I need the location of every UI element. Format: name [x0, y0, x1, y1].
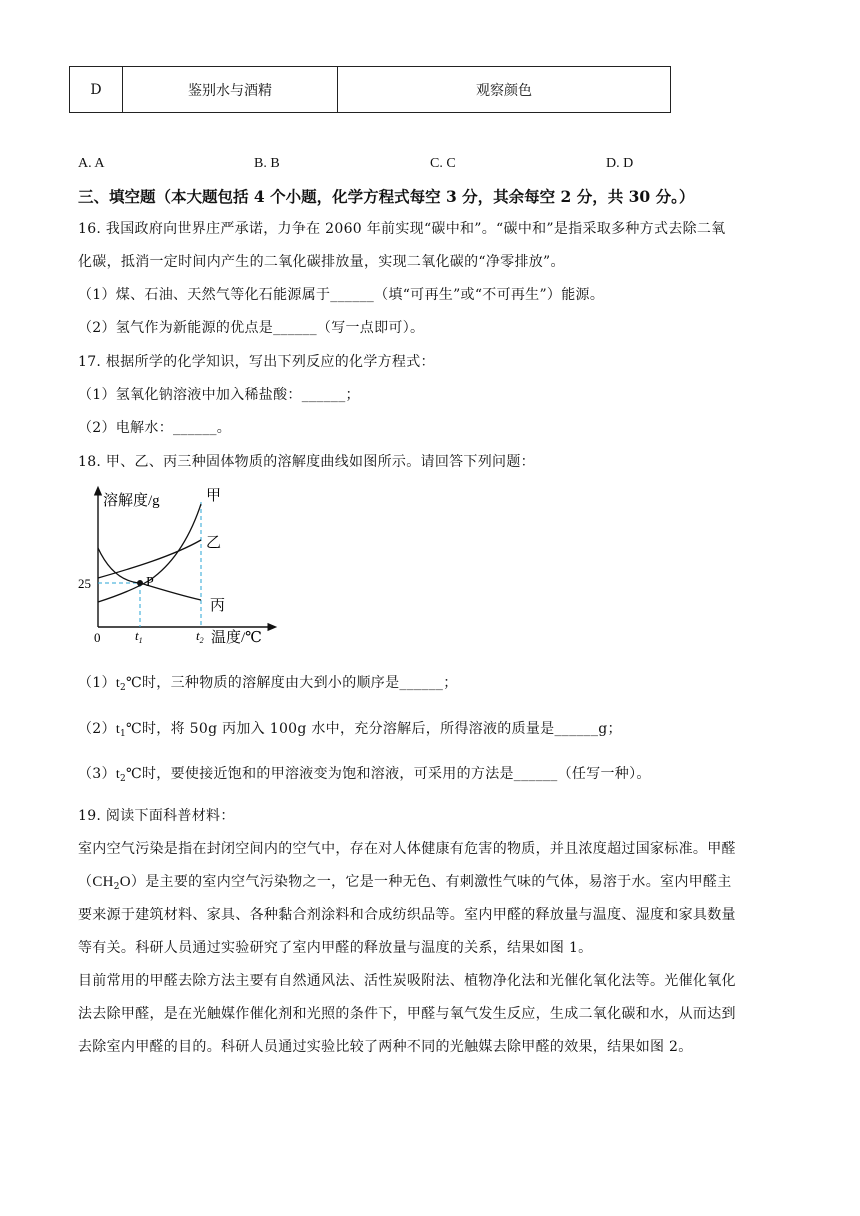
q17-sub1: （1）氢氧化钠溶液中加入稀盐酸：______； — [78, 387, 360, 403]
y-axis-label: 溶解度/g — [103, 493, 160, 509]
q18-sub3: $(3)t_2℃$时，要使接近饱和的甲溶液变为饱和溶液，可采用的方法是______（任写一种）。 — [78, 766, 651, 784]
table-cell-item: 鉴别水与酒精 — [123, 67, 338, 113]
y-tick-25: 25 — [78, 576, 91, 591]
x-tick-t2: $t_2$ — [196, 628, 204, 645]
option-table — [69, 66, 671, 113]
q16-line1: 16. 我国政府向世界庄严承诺，力争在 2060 年前实现“碳中和”。“碳中和”是指采取多种方式去除二氧 — [78, 221, 726, 237]
choice-c[interactable]: C. C — [430, 156, 456, 171]
q17-sub2: （2）电解水：______。 — [78, 420, 232, 436]
q19-p1-line2: $(CH_2O)$是主要的室内空气污染物之一，它是一种无色、有刺激性气味的气体，易溶于水。室内甲醛主 — [78, 874, 732, 892]
x-tick-t1: $t_1$ — [135, 628, 143, 645]
q17-line1: 17. 根据所学的化学知识，写出下列反应的化学方程式： — [78, 354, 435, 370]
q19-p2-line1: 目前常用的甲醛去除方法主要有自然通风法、活性炭吸附法、植物净化法和光催化氧化法等。光催化氧化 — [78, 973, 736, 989]
q16-sub1: （1）煤、石油、天然气等化石能源属于______（填“可再生”或“不可再生”）能源。 — [78, 287, 605, 303]
legend-jia: 甲 — [206, 488, 222, 504]
legend-bing: 丙 — [210, 598, 226, 614]
q18-sub1: $(1)t_2℃$时，三种物质的溶解度由大到小的顺序是______； — [78, 675, 458, 693]
origin-label: 0 — [94, 630, 101, 645]
table-cell-label: D — [70, 67, 123, 113]
point-p — [137, 580, 143, 586]
choice-b[interactable]: B. B — [254, 156, 280, 171]
table-row — [70, 67, 671, 113]
choice-d[interactable]: D. D — [606, 156, 634, 171]
legend-yi: 乙 — [206, 535, 222, 551]
q19-p1-line1: 室内空气污染是指在封闭空间内的空气中，存在对人体健康有危害的物质，并且浓度超过国家标准。甲醛 — [78, 841, 736, 857]
q16-line2: 化碳，抵消一定时间内产生的二氧化碳排放量，实现二氧化碳的“净零排放”。 — [78, 254, 565, 270]
x-axis-label: 温度/℃ — [211, 630, 262, 646]
curve-yi — [98, 540, 201, 578]
q19-p1-line3: 要来源于建筑材料、家具、各种黏合剂涂料和合成纺织品等。室内甲醛的释放量与温度、湿度和家具数量 — [78, 907, 736, 923]
section-title: 三、填空题（本大题包括 4 个小题，化学方程式每空 3 分，其余每空 2 分，共 30 分。） — [78, 187, 695, 206]
q18-sub2: $(2)t_1℃$时，将 50g 丙加入 100g 水中，充分溶解后，所得溶液的质量是______g； — [78, 721, 622, 739]
q19-p2-line2: 法去除甲醛，是在光触媒作催化剂和光照的条件下，甲醛与氧气发生反应，生成二氧化碳和水，从而达到 — [78, 1006, 736, 1022]
choice-a[interactable]: A. A — [78, 156, 105, 171]
q18-line1: 18. 甲、乙、丙三种固体物质的溶解度曲线如图所示。请回答下列问题： — [78, 454, 535, 470]
point-p-label: P — [146, 575, 154, 590]
q19-p2-line3: 去除室内甲醛的目的。科研人员通过实验比较了两种不同的光触媒去除甲醛的效果，结果如图 2。 — [78, 1039, 693, 1055]
q19-line1: 19. 阅读下面科普材料： — [78, 808, 235, 824]
q16-sub2: （2）氢气作为新能源的优点是______（写一点即可）。 — [78, 320, 425, 336]
q19-p1-line4: 等有关。科研人员通过实验研究了室内甲醛的释放量与温度的关系，结果如图 1。 — [78, 940, 593, 956]
solubility-chart — [78, 482, 288, 652]
table-cell-method: 观察颜色 — [338, 67, 671, 113]
